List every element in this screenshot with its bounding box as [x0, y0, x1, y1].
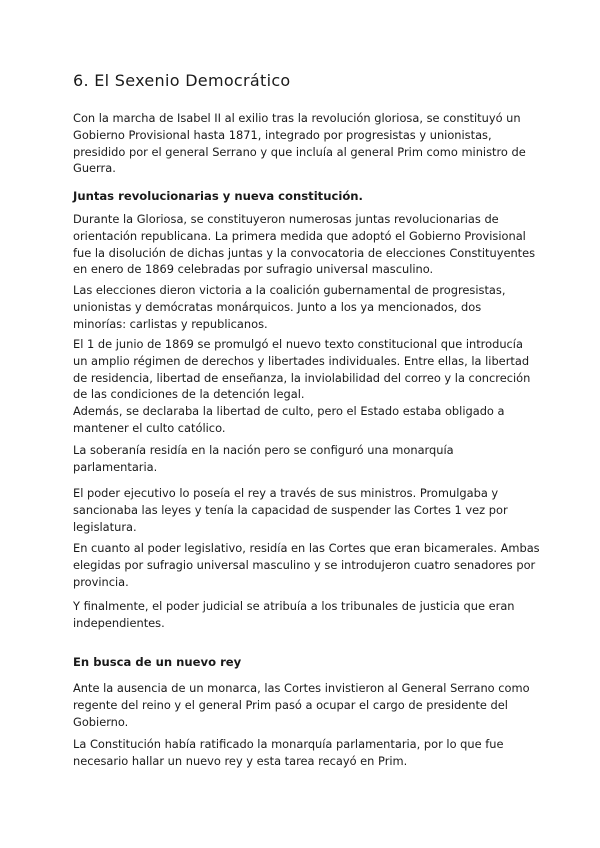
text-line: mantener el culto católico. [73, 420, 226, 435]
text-line: un amplio régimen de derechos y libertades individuales. Entre ellas, la libertad [73, 353, 530, 368]
paragraph [73, 282, 543, 332]
paragraph [73, 680, 543, 730]
text-line: de residencia, libertad de enseñanza, la inviolabilidad del correo y la concreción [73, 370, 531, 385]
intro-paragraph [73, 110, 543, 177]
text-line: en enero de 1869 celebradas por sufragio universal masculino. [73, 262, 434, 277]
text-line: independientes. [73, 615, 165, 630]
text-line: Gobierno. [73, 714, 129, 729]
paragraph [73, 485, 543, 535]
text-line: El poder ejecutivo lo poseía el rey a través de sus ministros. Promulgaba y [73, 486, 499, 500]
text-line: necesario hallar un nuevo rey y esta tarea recayó en Prim. [73, 753, 408, 768]
text-line: elegidas por sufragio universal masculino y se introdujeron cuatro senadores por [73, 557, 536, 572]
text-line: unionistas y demócratas monárquicos. Junto a los ya mencionados, dos [73, 299, 482, 314]
text-line: Además, se declaraba la libertad de culto, pero el Estado estaba obligado a [73, 404, 505, 419]
text-line: En cuanto al poder legislativo, residía en las Cortes que eran bicamerales. Ambas [73, 541, 540, 555]
text-line: Ante la ausencia de un monarca, las Cortes invistieron al General Serrano como [73, 681, 530, 695]
text-line: minorías: carlistas y republicanos. [73, 316, 268, 331]
text-line: La soberanía residía en la nación pero se configuró una monarquía [73, 443, 454, 457]
text-line: fue la disolución de dichas juntas y la convocatoria de elecciones Constituyentes [73, 245, 536, 260]
text-line: Las elecciones dieron victoria a la coalición gubernamental de progresistas, [73, 283, 506, 297]
text-line: orientación republicana. La primera medida que adoptó el Gobierno Provisional [73, 228, 526, 243]
text-line: Durante la Gloriosa, se constituyeron numerosas juntas revolucionarias de [73, 212, 499, 226]
paragraph [73, 442, 543, 476]
paragraph [73, 336, 543, 437]
section-heading-juntas: Juntas revolucionarias y nueva constitución. [73, 189, 363, 203]
text-line: legislatura. [73, 519, 137, 534]
paragraph [73, 736, 543, 770]
text-line: La Constitución había ratificado la monarquía parlamentaria, por lo que fue [73, 737, 504, 751]
text-line: Gobierno Provisional hasta 1871, integrado por progresistas y unionistas, [73, 127, 492, 142]
paragraph [73, 598, 543, 632]
text-line: de las condiciones de la detención legal. [73, 387, 305, 402]
text-line: regente del reino y el general Prim pasó a ocupar el cargo de presidente del [73, 697, 508, 712]
paragraph [73, 540, 543, 590]
text-line: Y finalmente, el poder judicial se atribuía a los tribunales de justicia que eran [73, 599, 515, 613]
text-line: sancionaba las leyes y tenía la capacidad de suspender las Cortes 1 vez por [73, 502, 508, 517]
text-line: El 1 de junio de 1869 se promulgó el nuevo texto constitucional que introducía [73, 337, 523, 351]
text-line: Guerra. [73, 161, 116, 176]
section-heading-nuevo-rey: En busca de un nuevo rey [73, 655, 242, 669]
text-line: presidido por el general Serrano y que incluía al general Prim como ministro de [73, 144, 526, 159]
text-line: parlamentaria. [73, 459, 158, 474]
text-line: Con la marcha de Isabel II al exilio tras la revolución gloriosa, se constituyó un [73, 111, 521, 125]
text-line: provincia. [73, 574, 129, 589]
paragraph [73, 211, 543, 278]
page-title: 6. El Sexenio Democrático [73, 71, 291, 90]
